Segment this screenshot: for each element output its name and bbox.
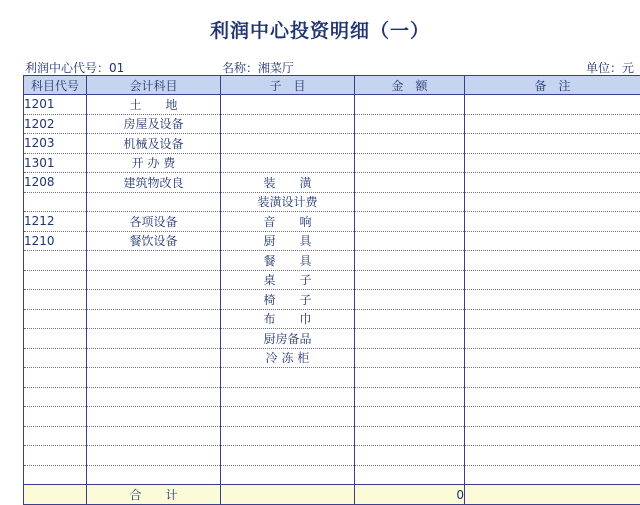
remark-cell[interactable] <box>465 407 640 427</box>
amount-cell[interactable] <box>355 153 465 173</box>
account-cell <box>87 251 221 271</box>
total-amount[interactable]: 0 <box>355 485 465 505</box>
amount-cell[interactable] <box>355 173 465 193</box>
remark-cell[interactable] <box>465 309 640 329</box>
code-cell <box>24 192 87 212</box>
code-cell: 1301 <box>24 153 87 173</box>
code-cell: 1208 <box>24 173 87 193</box>
remark-cell[interactable] <box>465 212 640 232</box>
account-cell <box>87 309 221 329</box>
remark-cell[interactable] <box>465 95 640 115</box>
remark-cell[interactable] <box>465 290 640 310</box>
account-cell: 餐饮设备 <box>87 231 221 251</box>
sub-item-cell: 装 潢 <box>221 173 355 193</box>
remark-cell[interactable] <box>465 114 640 134</box>
sub-item-cell: 桌 子 <box>221 270 355 290</box>
code-cell: 1202 <box>24 114 87 134</box>
code-cell: 1203 <box>24 134 87 154</box>
amount-cell[interactable] <box>355 446 465 466</box>
table-row <box>24 329 640 349</box>
code-cell <box>24 387 87 407</box>
amount-cell[interactable] <box>355 231 465 251</box>
account-cell: 房屋及设备 <box>87 114 221 134</box>
page-title: 利润中心投资明细（一） <box>0 16 640 43</box>
table-row <box>24 368 640 388</box>
profit-center-code: 利润中心代号：01 <box>25 59 124 76</box>
sub-item-cell <box>221 368 355 388</box>
remark-cell[interactable] <box>465 231 640 251</box>
remark-cell[interactable] <box>465 153 640 173</box>
remark-cell[interactable] <box>465 426 640 446</box>
amount-cell[interactable] <box>355 290 465 310</box>
table-row <box>24 251 640 271</box>
total-label: 合 计 <box>87 485 221 505</box>
sub-item-cell: 冷 冻 柜 <box>221 348 355 368</box>
amount-cell[interactable] <box>355 329 465 349</box>
table-row <box>24 309 640 329</box>
sub-item-cell: 音 响 <box>221 212 355 232</box>
table-row <box>24 212 640 232</box>
account-cell: 开 办 费 <box>87 153 221 173</box>
remark-cell[interactable] <box>465 329 640 349</box>
code-cell <box>24 329 87 349</box>
account-cell <box>87 290 221 310</box>
remark-cell[interactable] <box>465 173 640 193</box>
code-cell: 1201 <box>24 95 87 115</box>
header-remark: 备 注 <box>465 76 640 95</box>
code-cell <box>24 290 87 310</box>
amount-cell[interactable] <box>355 465 465 485</box>
amount-cell[interactable] <box>355 270 465 290</box>
center-name: 名称：湘菜厅 <box>222 59 294 76</box>
remark-cell[interactable] <box>465 446 640 466</box>
currency-unit: 单位：元 <box>586 59 634 76</box>
table-row <box>24 446 640 466</box>
code-cell <box>24 251 87 271</box>
remark-cell[interactable] <box>465 387 640 407</box>
table-row <box>24 114 640 134</box>
account-cell <box>87 348 221 368</box>
amount-cell[interactable] <box>355 348 465 368</box>
amount-cell[interactable] <box>355 309 465 329</box>
account-cell <box>87 426 221 446</box>
sub-item-cell <box>221 153 355 173</box>
account-cell <box>87 270 221 290</box>
remark-cell[interactable] <box>465 465 640 485</box>
amount-cell[interactable] <box>355 212 465 232</box>
amount-cell[interactable] <box>355 134 465 154</box>
amount-cell[interactable] <box>355 95 465 115</box>
remark-cell[interactable] <box>465 368 640 388</box>
table-row <box>24 348 640 368</box>
header-code: 科目代号 <box>24 76 87 95</box>
total-code-cell <box>24 485 87 505</box>
sub-item-cell <box>221 426 355 446</box>
code-cell <box>24 446 87 466</box>
account-cell <box>87 446 221 466</box>
amount-cell[interactable] <box>355 426 465 446</box>
sub-item-cell <box>221 446 355 466</box>
code-cell <box>24 368 87 388</box>
amount-cell[interactable] <box>355 114 465 134</box>
table-row <box>24 192 640 212</box>
sub-item-cell <box>221 134 355 154</box>
table-row <box>24 407 640 427</box>
account-cell <box>87 407 221 427</box>
table-row <box>24 465 640 485</box>
total-row <box>24 485 640 505</box>
account-cell <box>87 329 221 349</box>
total-sub-cell <box>221 485 355 505</box>
code-cell: 1210 <box>24 231 87 251</box>
account-cell <box>87 368 221 388</box>
sub-item-cell: 餐 具 <box>221 251 355 271</box>
remark-cell[interactable] <box>465 192 640 212</box>
code-cell <box>24 309 87 329</box>
total-remark-cell[interactable] <box>465 485 640 505</box>
table-row <box>24 270 640 290</box>
sub-item-cell: 厨 具 <box>221 231 355 251</box>
amount-cell[interactable] <box>355 192 465 212</box>
amount-cell[interactable] <box>355 387 465 407</box>
code-cell <box>24 407 87 427</box>
table-row <box>24 134 640 154</box>
account-cell <box>87 387 221 407</box>
sub-item-cell: 椅 子 <box>221 290 355 310</box>
table-row <box>24 426 640 446</box>
account-cell: 机械及设备 <box>87 134 221 154</box>
code-cell <box>24 465 87 485</box>
header-account: 会计科目 <box>87 76 221 95</box>
account-cell <box>87 192 221 212</box>
amount-cell[interactable] <box>355 251 465 271</box>
amount-cell[interactable] <box>355 368 465 388</box>
sub-item-cell <box>221 95 355 115</box>
sub-item-cell: 装潢设计费 <box>221 192 355 212</box>
table-row <box>24 173 640 193</box>
table-row <box>24 153 640 173</box>
header-row <box>24 76 640 95</box>
remark-cell[interactable] <box>465 251 640 271</box>
code-cell: 1212 <box>24 212 87 232</box>
investment-table <box>23 75 640 505</box>
sub-item-cell: 布 巾 <box>221 309 355 329</box>
code-cell <box>24 348 87 368</box>
account-cell: 土 地 <box>87 95 221 115</box>
table-row <box>24 290 640 310</box>
sub-item-cell: 厨房备品 <box>221 329 355 349</box>
sub-item-cell <box>221 407 355 427</box>
account-cell: 各项设备 <box>87 212 221 232</box>
sub-item-cell <box>221 465 355 485</box>
remark-cell[interactable] <box>465 270 640 290</box>
header-amount: 金 额 <box>355 76 465 95</box>
sub-item-cell <box>221 387 355 407</box>
account-cell: 建筑物改良 <box>87 173 221 193</box>
table-row <box>24 95 640 115</box>
account-cell <box>87 465 221 485</box>
header-sub: 子 目 <box>221 76 355 95</box>
remark-cell[interactable] <box>465 134 640 154</box>
code-cell <box>24 270 87 290</box>
table-row <box>24 231 640 251</box>
amount-cell[interactable] <box>355 407 465 427</box>
code-cell <box>24 426 87 446</box>
remark-cell[interactable] <box>465 348 640 368</box>
sub-item-cell <box>221 114 355 134</box>
table-row <box>24 387 640 407</box>
